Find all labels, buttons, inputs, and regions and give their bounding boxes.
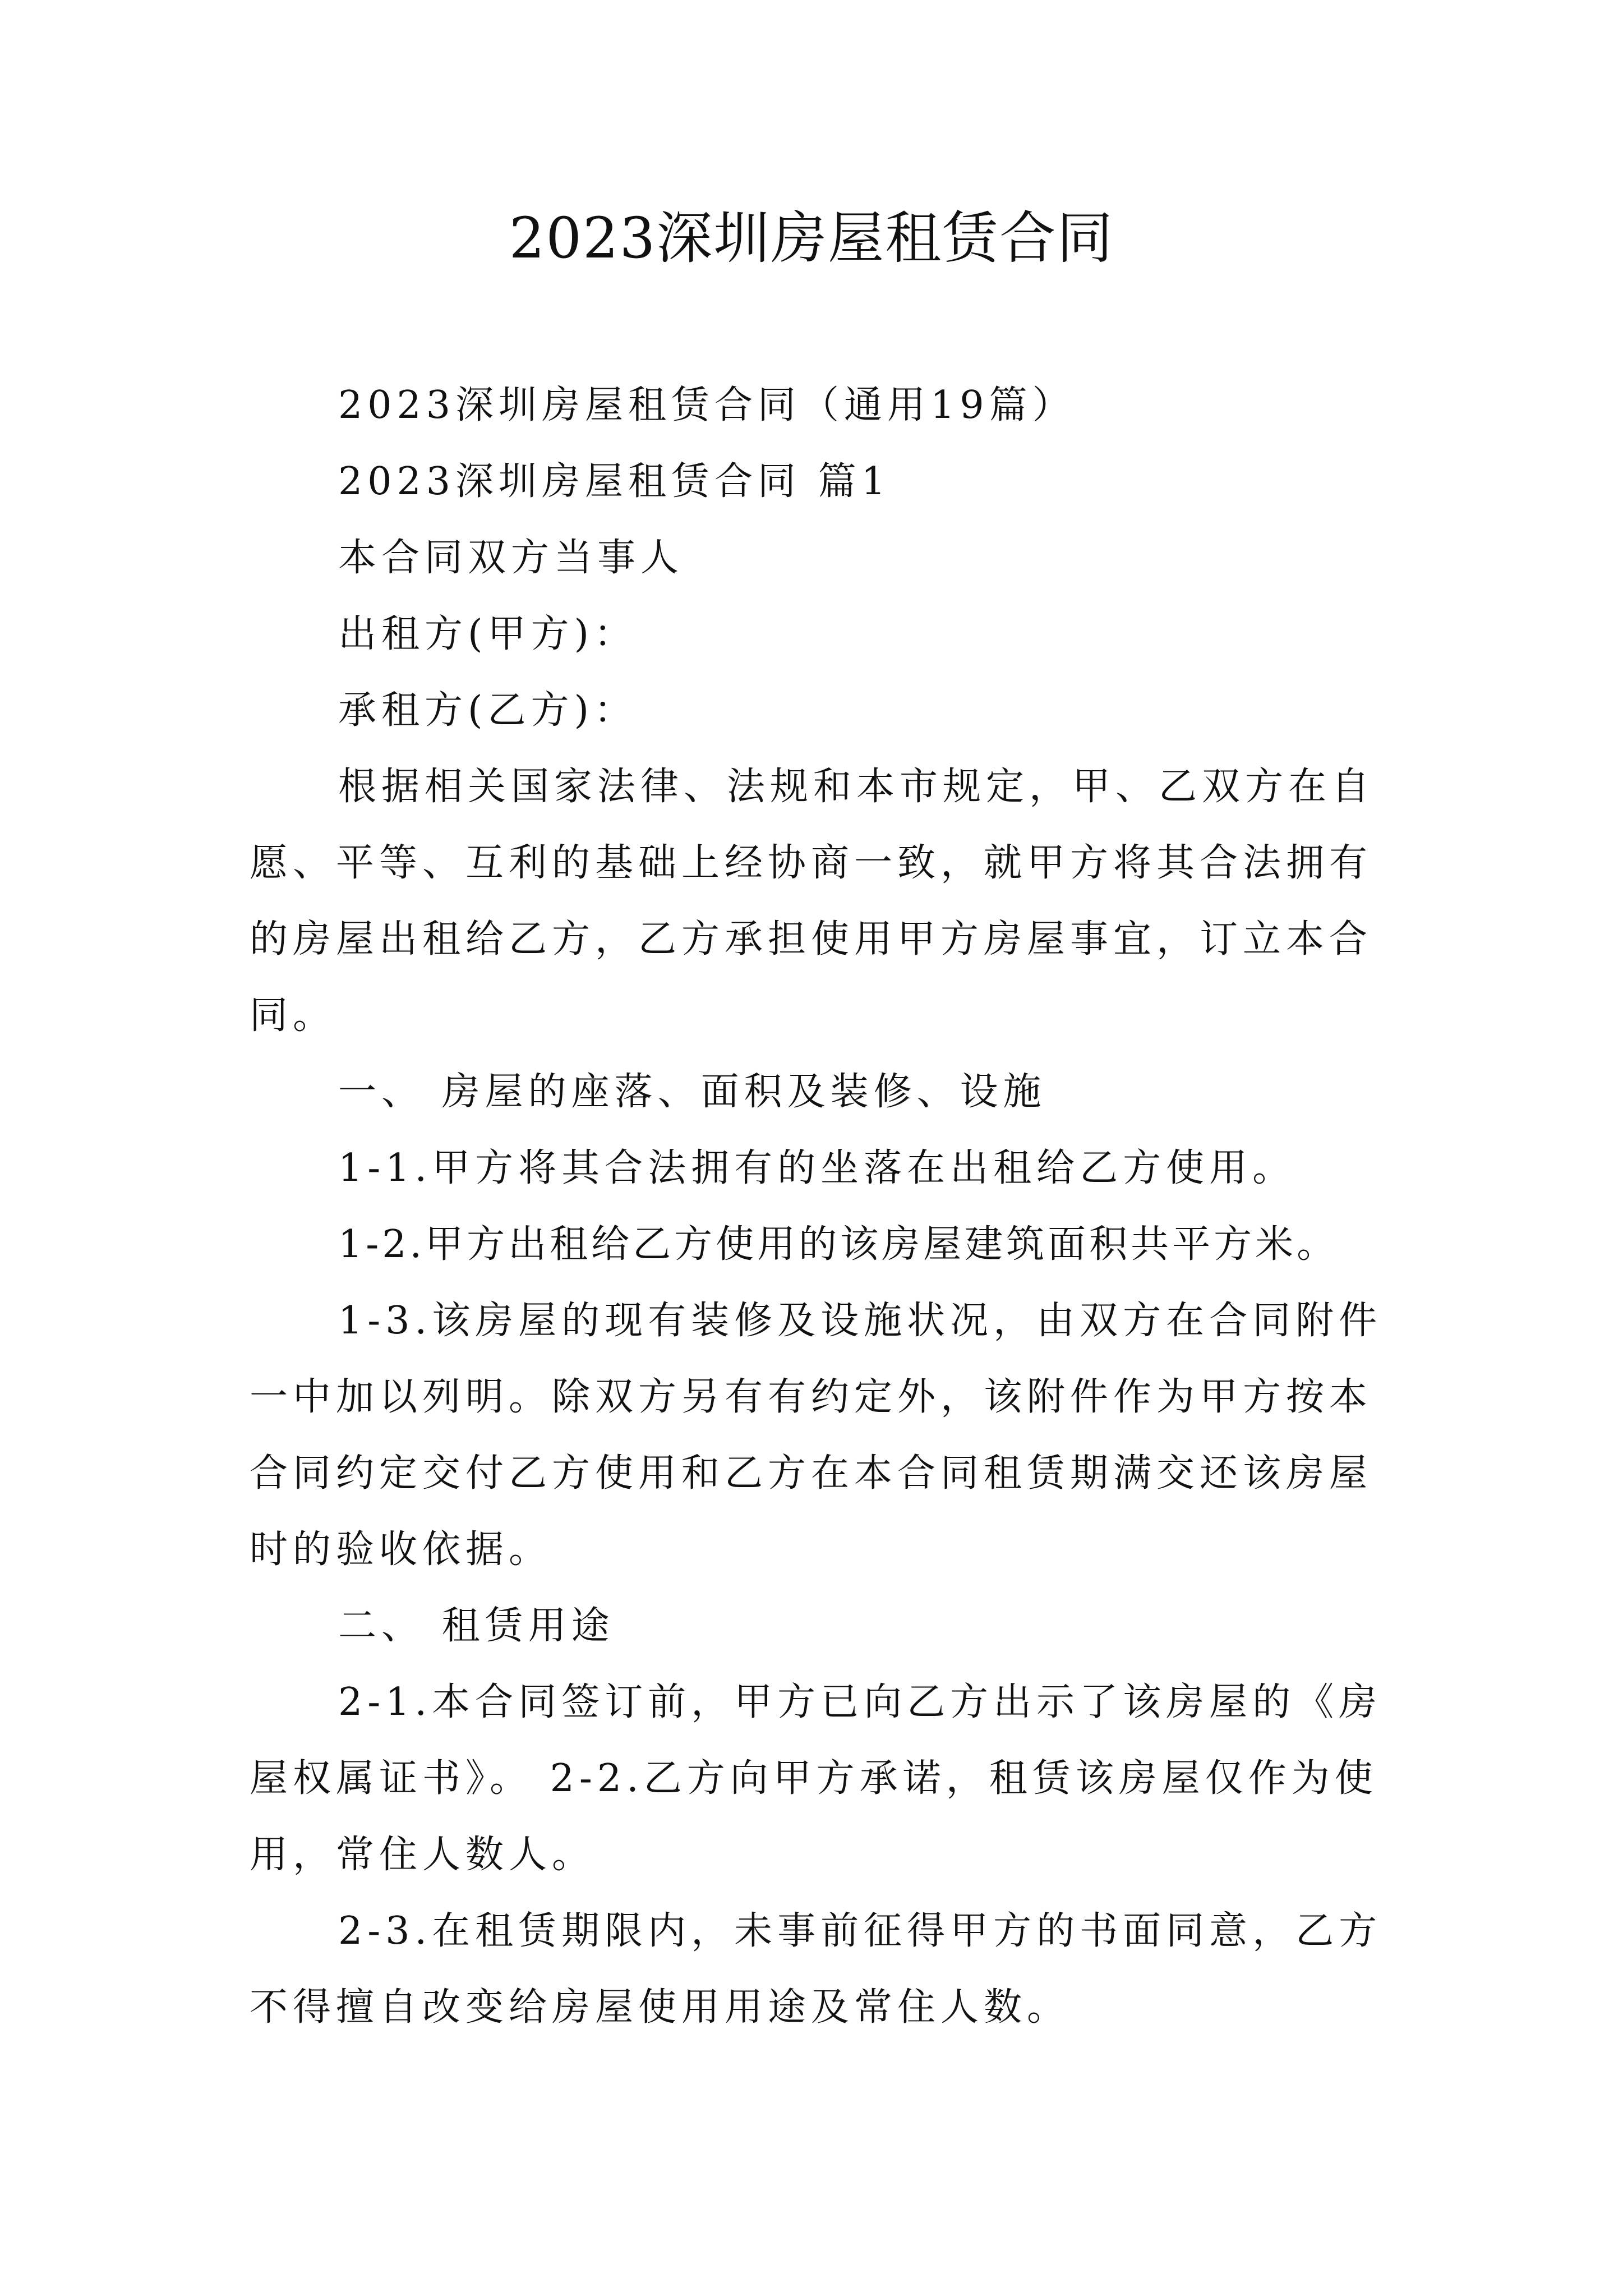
paragraph-clause-1-2: 1-2.甲方出租给乙方使用的该房屋建筑面积共平方米。 <box>338 1222 1339 1267</box>
paragraph-clause-2-3: 2-3.在租赁期限内，未事前征得甲方的书面同意，乙方不得擅自改变给房屋使用用途及常住人数。 <box>250 1909 1382 2030</box>
paragraph-lessor: 出租方(甲方)： <box>338 612 638 656</box>
paragraph-clause-1-heading: 一、 房屋的座落、面积及装修、设施 <box>338 1070 1046 1114</box>
paragraph-lessee: 承租方(乙方)： <box>338 688 638 733</box>
paragraph-clause-2-heading: 二、 租赁用途 <box>338 1604 615 1648</box>
paragraph-clause-1-3: 1-3.该房屋的现有装修及设施状况，由双方在合同附件一中加以列明。除双方另有有约定外，该附件作为甲方按本合同约定交付乙方使用和乙方在本合同租赁期满交还该房屋时的验收依据。 <box>250 1299 1382 1572</box>
paragraph-clause-2-1-2: 2-1.本合同签订前，甲方已向乙方出示了该房屋的《房屋权属证书》。 2-2.乙方向甲方承诺，租赁该房屋仅作为使用，常住人数人。 <box>250 1680 1382 1877</box>
paragraph-parties-heading: 本合同双方当事人 <box>338 536 684 580</box>
paragraph-preamble: 根据相关国家法律、法规和本市规定，甲、乙双方在自愿、平等、互利的基础上经协商一致，就甲方将其合法拥有的房屋出租给乙方，乙方承担使用甲方房屋事宜，订立本合同。 <box>250 765 1375 1038</box>
paragraph-subtitle: 2023深圳房屋租赁合同（通用19篇） <box>338 383 1076 427</box>
document-title: 2023深圳房屋租赁合同 <box>509 205 1114 271</box>
paragraph-section-heading: 2023深圳房屋租赁合同 篇1 <box>338 459 891 504</box>
document-body <box>250 367 1394 2046</box>
paragraph-clause-1-1: 1-1.甲方将其合法拥有的坐落在出租给乙方使用。 <box>338 1146 1296 1190</box>
